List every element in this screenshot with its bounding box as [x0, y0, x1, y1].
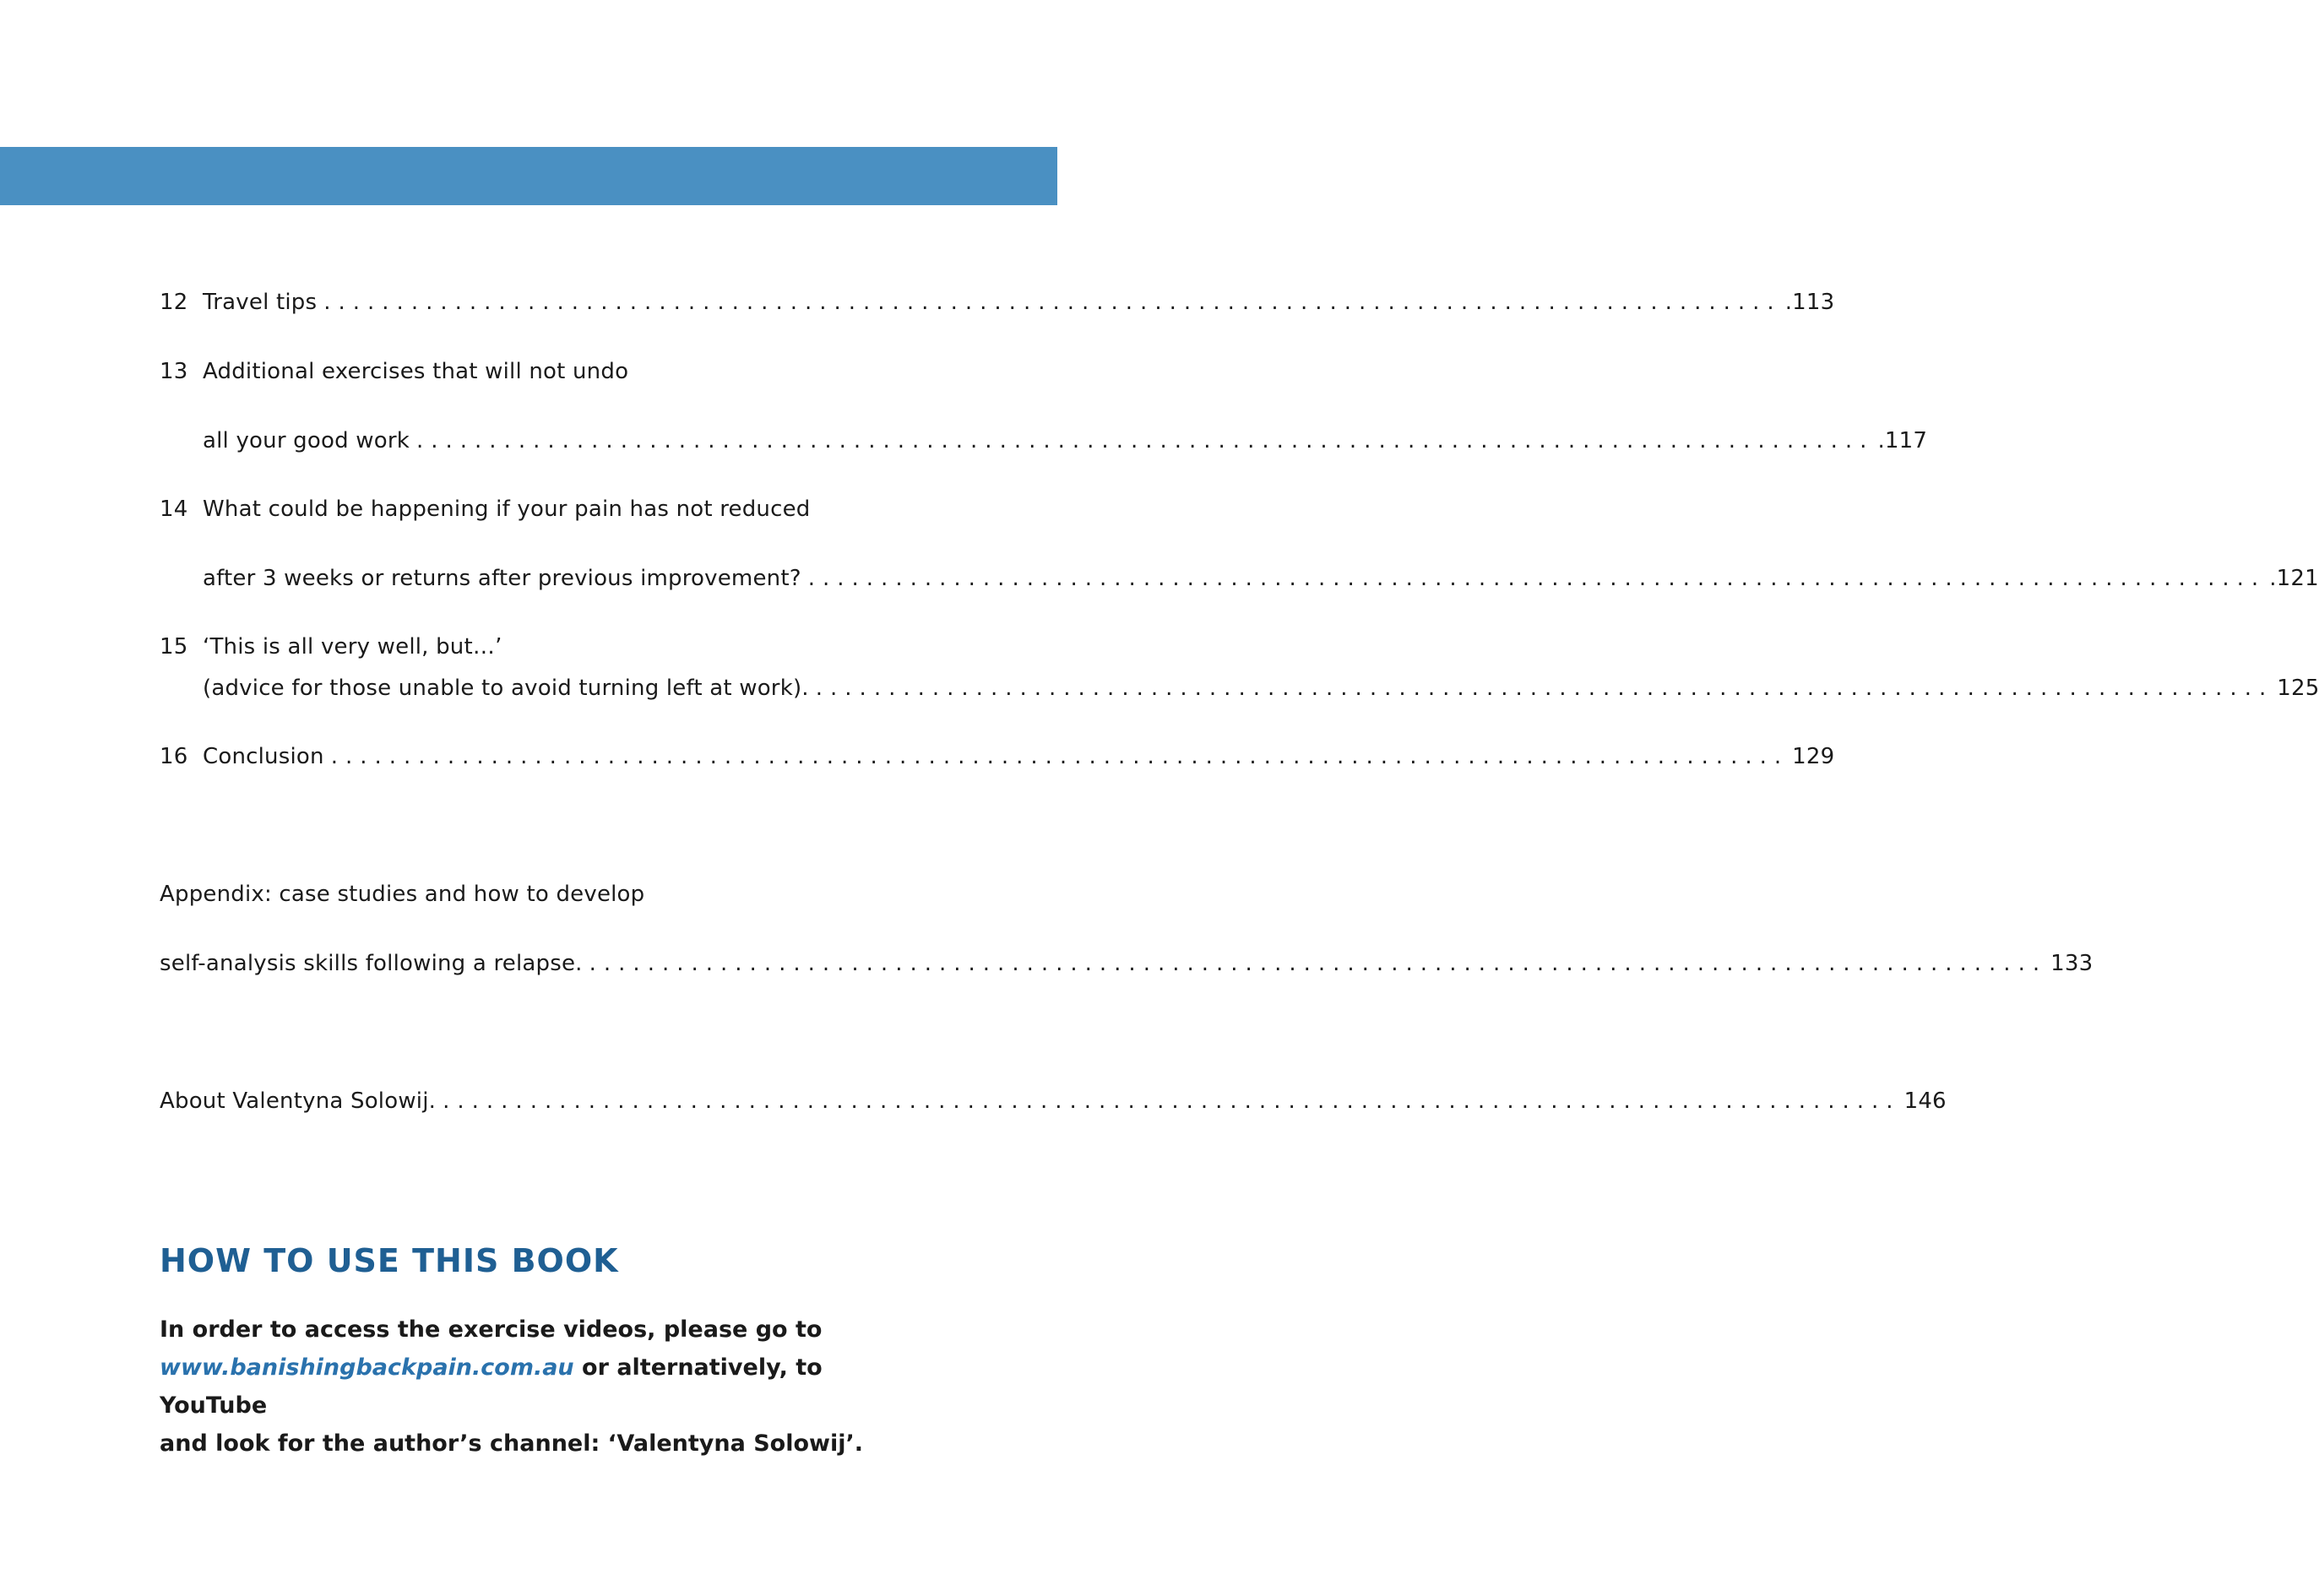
toc-leader-dots: .................................................................................................... — [330, 744, 1789, 769]
toc-entry-page: 125 — [2277, 676, 2319, 701]
toc-entry-number: 14 — [160, 497, 188, 522]
toc-leader-dots: .................................................................................................... — [807, 566, 2267, 591]
toc-entry-title: (advice for those unable to avoid turning left at work). — [203, 676, 809, 701]
toc-entry-12[interactable] — [160, 290, 1835, 323]
toc-leader-dots: .................................................................................................... — [323, 290, 1782, 315]
how-to-use-heading: HOW TO USE THIS BOOK — [160, 1242, 619, 1279]
toc-entry-title: Additional exercises that will not undo — [203, 359, 629, 384]
toc-entry-13-continued[interactable] — [160, 428, 1928, 462]
toc-entry-page: .113 — [1784, 290, 1835, 315]
toc-entry-number: 13 — [160, 359, 188, 384]
body-line-2-rest: or alternatively, to YouTube — [160, 1354, 823, 1419]
body-line-1: In order to access the exercise videos, please go to — [160, 1316, 823, 1343]
toc-entry-page: 146 — [1904, 1088, 1947, 1114]
website-link[interactable]: www.banishingbackpain.com.au — [160, 1354, 574, 1381]
toc-entry-15[interactable] — [160, 634, 901, 668]
toc-entry-title: Travel tips — [203, 290, 318, 315]
header-band — [0, 147, 1057, 205]
body-line-2 — [160, 1349, 920, 1425]
toc-entry-title: all your good work — [203, 428, 410, 453]
toc-entry-number: 15 — [160, 634, 188, 660]
toc-entry-title: Appendix: case studies and how to develop — [160, 882, 645, 907]
toc-entry-14-continued[interactable] — [160, 566, 2319, 600]
body-line-3: and look for the author’s channel: ‘Valentyna Solowij’. — [160, 1430, 863, 1457]
toc-entry-appendix[interactable] — [160, 882, 901, 915]
toc-entry-page: 129 — [1792, 744, 1835, 769]
toc-leader-dots: .................................................................................................... — [415, 428, 1875, 453]
toc-entry-title: About Valentyna Solowij. — [160, 1088, 437, 1114]
toc-entry-16[interactable] — [160, 744, 1835, 778]
toc-entry-page: .121 — [2269, 566, 2319, 591]
toc-entry-page: 133 — [2050, 951, 2094, 976]
toc-entry-page: .117 — [1877, 428, 1928, 453]
toc-entry-number: 12 — [160, 290, 188, 315]
toc-leader-dots: .................................................................................................... — [589, 951, 2048, 976]
toc-entry-about[interactable] — [160, 1088, 1947, 1122]
how-to-use-body — [160, 1311, 920, 1463]
toc-leader-dots: .................................................................................................... — [815, 676, 2274, 701]
toc-entry-15-continued[interactable] — [160, 676, 2319, 709]
toc-entry-title: Conclusion — [203, 744, 324, 769]
toc-entry-14[interactable] — [160, 497, 901, 530]
toc-entry-title: ‘This is all very well, but…’ — [203, 634, 502, 660]
toc-entry-13[interactable] — [160, 359, 901, 393]
toc-entry-appendix-continued[interactable] — [160, 951, 2094, 985]
toc-leader-dots: .................................................................................................... — [443, 1088, 1901, 1114]
toc-entry-number: 16 — [160, 744, 188, 769]
toc-entry-title: self-analysis skills following a relapse. — [160, 951, 583, 976]
toc-entry-title: after 3 weeks or returns after previous improvement? — [203, 566, 801, 591]
toc-entry-title: What could be happening if your pain has not reduced — [203, 497, 811, 522]
